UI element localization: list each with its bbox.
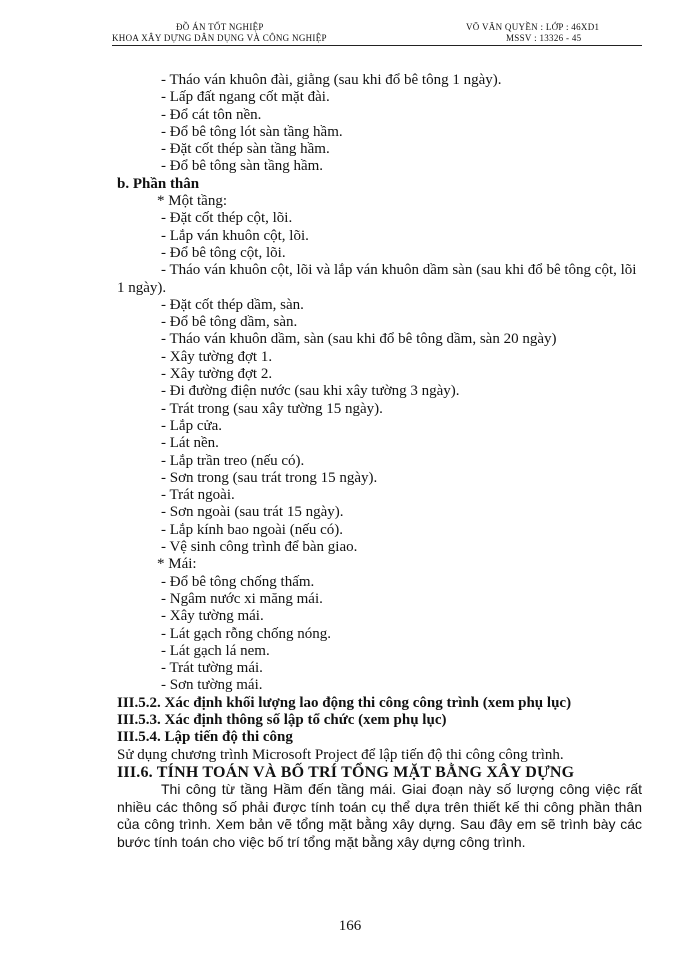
list-item: - Xây tường đợt 1. (161, 348, 273, 365)
list-item: - Đổ bê tông lót sàn tầng hầm. (161, 123, 343, 140)
list-item: - Đặt cốt thép dầm, sàn. (161, 296, 304, 313)
list-item: - Đổ bê tông chống thấm. (161, 573, 315, 590)
list-item: - Ngâm nước xi măng mái. (161, 590, 323, 607)
page-number: 166 (338, 918, 362, 934)
list-item: - Đổ cát tôn nền. (161, 106, 262, 123)
list-item: - Lắp trần treo (nếu có). (161, 452, 305, 469)
heading-iii-5-4: III.5.4. Lập tiến độ thi công (117, 729, 293, 746)
body-paragraph: Thi công từ tầng Hầm đến tầng mái. Giai đoạn này số lượng công việc rất nhiều các thông số phải được tính toán cụ thể dựa trên thiết kế thi công phần thân của công trình. Xem bản vẽ tổng mặt bằng xây dựng. Sau đây em sẽ trình bày các bước tính toán cho việc bố trí tổng mặt bằng xây dựng công trình. (117, 781, 642, 850)
list-item: - Lát gạch rỗng chống nóng. (161, 625, 331, 642)
list-item: - Lát nền. (161, 435, 219, 452)
heading-iii-5-2: III.5.2. Xác định khối lượng lao động thi công công trình (xem phụ lục) (117, 694, 572, 711)
list-item: - Trát trong (sau xây tường 15 ngày). (161, 400, 383, 417)
header-author-class: VÕ VĂN QUYỀN : LỚP : 46XD1 (466, 22, 600, 32)
list-item: - Lắp ván khuôn cột, lõi. (161, 227, 309, 244)
list-item: - Tháo ván khuôn dầm, sàn (sau khi đổ bê tông dầm, sàn 20 ngày) (161, 331, 557, 348)
header-student-id: MSSV : 13326 - 45 (506, 33, 582, 43)
subheading-mai: * Mái: (157, 556, 197, 573)
header-faculty: KHOA XÂY DỰNG DÂN DỤNG VÀ CÔNG NGHIỆP (112, 33, 327, 43)
heading-iii-5-3: III.5.3. Xác định thông số lập tổ chức (xem phụ lục) (117, 711, 447, 728)
list-item: - Đổ bê tông cột, lõi. (161, 244, 286, 261)
header-project-title: ĐỒ ÁN TỐT NGHIỆP (176, 22, 264, 32)
list-item: - Xây tường mái. (161, 608, 264, 625)
subheading-mot-tang: * Một tầng: (157, 193, 227, 210)
list-item: - Sơn ngoài (sau trát 15 ngày). (161, 504, 344, 521)
list-item: - Đặt cốt thép sàn tầng hầm. (161, 141, 330, 158)
list-item: - Trát ngoài. (161, 487, 235, 504)
list-item: - Đổ bê tông dầm, sàn. (161, 314, 298, 331)
list-item: - Lắp cửa. (161, 417, 223, 434)
list-item-wrapped: - Tháo ván khuôn cột, lõi và lắp ván khuôn dầm sàn (sau khi đổ bê tông cột, lõi 1 ngày). (117, 262, 637, 296)
list-item: - Lắp kính bao ngoài (nếu có). (161, 521, 344, 538)
list-item: - Đổ bê tông sàn tầng hầm. (161, 158, 324, 175)
list-item: - Tháo ván khuôn đài, giằng (sau khi đổ bê tông 1 ngày). (161, 72, 502, 88)
heading-iii-6: III.6. TÍNH TOÁN VÀ BỐ TRÍ TỔNG MẶT BẰNG XÂY DỰNG (117, 763, 575, 781)
list-item: - Sơn trong (sau trát trong 15 ngày). (161, 469, 378, 486)
header-divider (112, 45, 642, 46)
document-body (117, 72, 642, 852)
list-item: - Trát tường mái. (161, 660, 263, 677)
list-item: - Xây tường đợt 2. (161, 366, 273, 383)
list-item: - Đi đường điện nước (sau khi xây tường 3 ngày). (161, 383, 460, 400)
list-item: - Sơn tường mái. (161, 677, 263, 694)
list-item: - Đặt cốt thép cột, lõi. (161, 210, 293, 227)
list-item: - Lấp đất ngang cốt mặt đài. (161, 89, 330, 106)
section-heading-phan-than: b. Phần thân (117, 175, 200, 192)
list-item: - Lát gạch lá nem. (161, 642, 270, 659)
list-item: - Vệ sinh công trình để bàn giao. (161, 539, 358, 556)
ms-project-line: Sử dụng chương trình Microsoft Project để lập tiến độ thi công công trình. (117, 746, 564, 763)
